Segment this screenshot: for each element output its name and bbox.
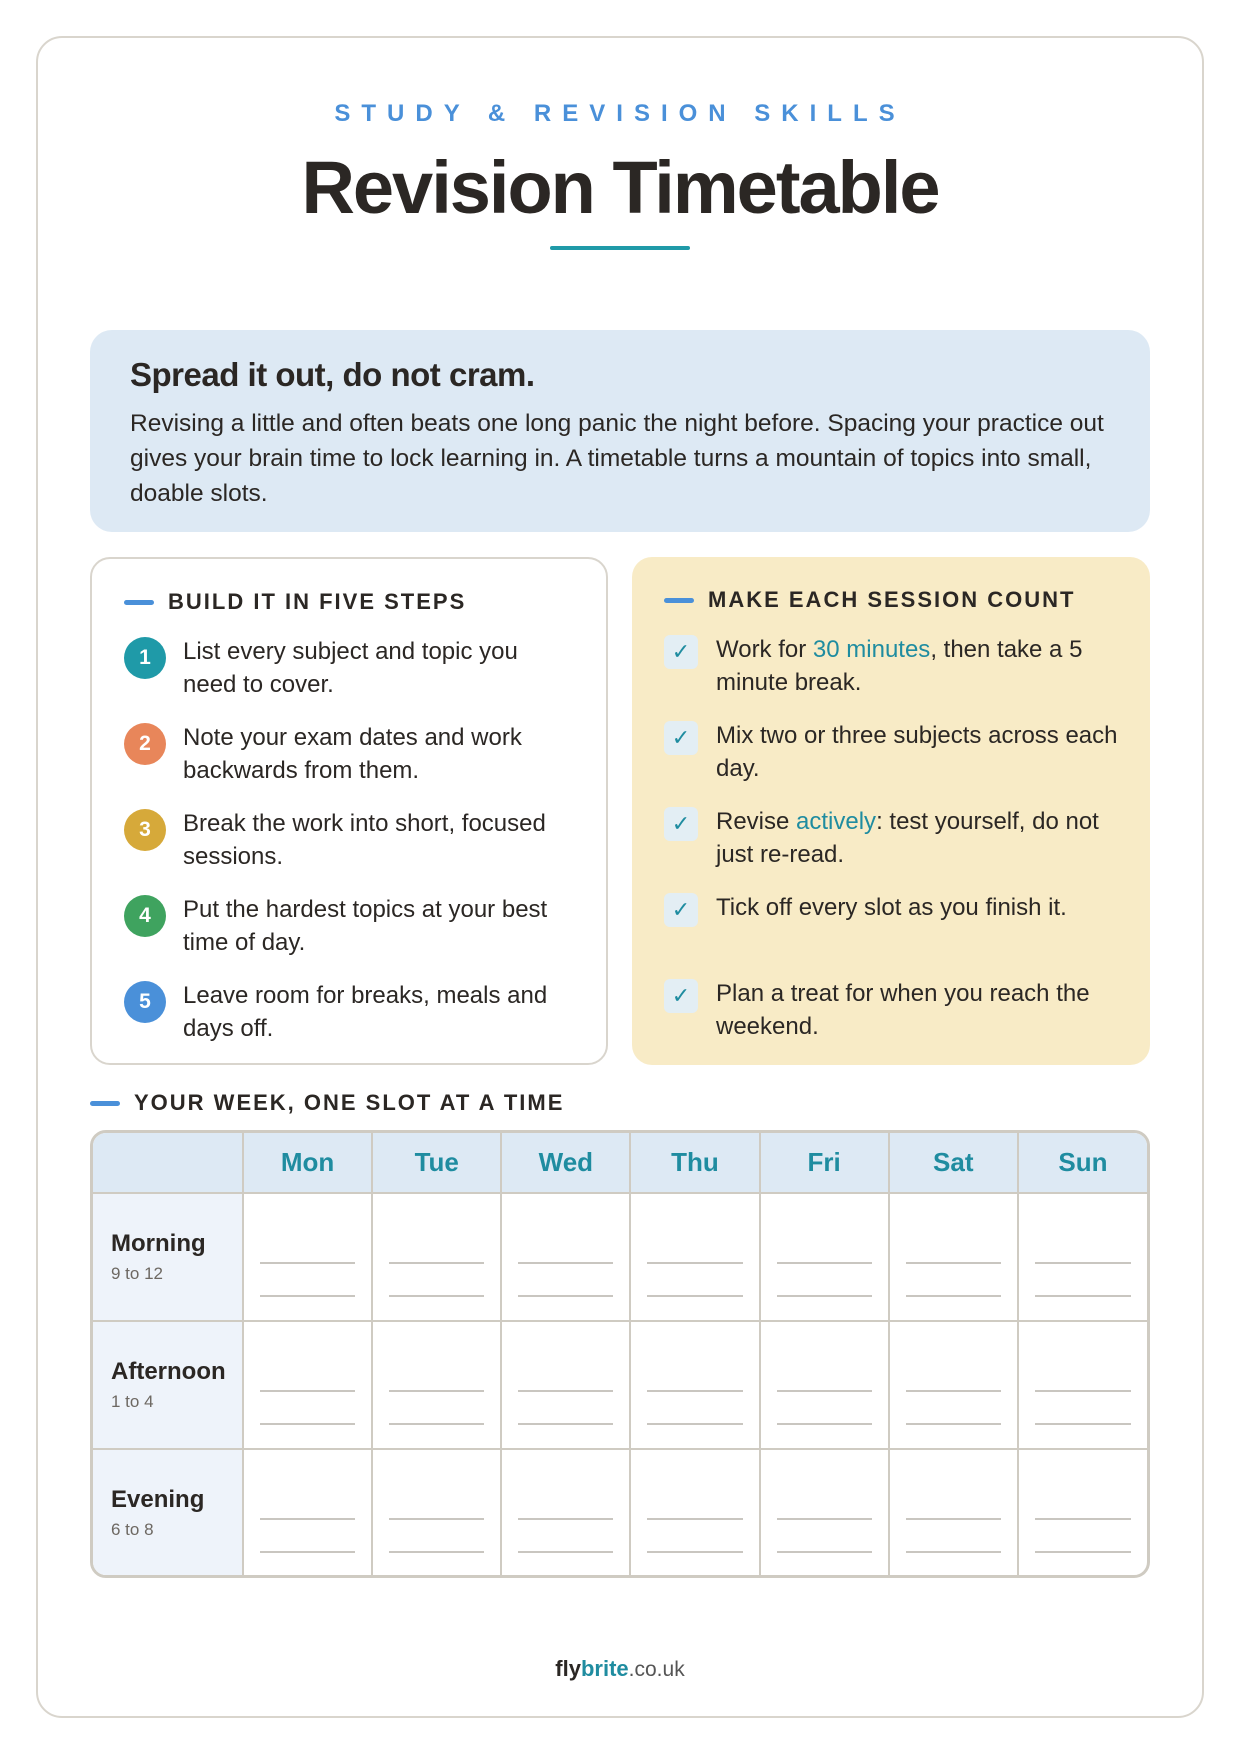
day-header-tue: Tue <box>372 1133 501 1193</box>
steps-box <box>90 557 608 1065</box>
write-line <box>1035 1262 1131 1264</box>
write-line <box>647 1295 742 1297</box>
checkmark-icon: ✓ <box>664 807 698 841</box>
timetable-cell-tue[interactable] <box>372 1321 501 1449</box>
write-line <box>389 1262 484 1264</box>
tip-item <box>664 719 1118 805</box>
step-item <box>124 893 574 979</box>
timetable-cell-sun[interactable] <box>1018 1321 1147 1449</box>
tip-item <box>664 805 1118 891</box>
write-line <box>777 1390 872 1392</box>
tip-text-part: , then take a 5 minute break. <box>716 636 1083 696</box>
step-text: List every subject and topic you need to cover. <box>183 638 518 698</box>
write-line <box>518 1390 613 1392</box>
slot-label <box>93 1449 243 1575</box>
write-line <box>647 1551 742 1553</box>
tips-heading <box>664 583 1118 617</box>
title-underline <box>550 246 690 250</box>
write-line <box>906 1423 1001 1425</box>
write-line <box>260 1551 355 1553</box>
heading-dash <box>90 1101 120 1106</box>
write-line <box>518 1518 613 1520</box>
tip-text-part: Tick off every slot as you finish it. <box>716 894 1067 921</box>
timetable-body <box>93 1193 1147 1575</box>
write-line <box>389 1423 484 1425</box>
day-header-row <box>93 1133 1147 1193</box>
write-line <box>777 1518 872 1520</box>
tip-text-part: Work for <box>716 636 813 663</box>
week-heading-label: YOUR WEEK, ONE SLOT AT A TIME <box>134 1090 565 1115</box>
tip-text-part: Mix two or three subjects across each day. <box>716 722 1118 782</box>
kicker: STUDY & REVISION SKILLS <box>334 100 906 127</box>
step-number-badge: 5 <box>124 981 166 1023</box>
timetable-cell-fri[interactable] <box>760 1321 889 1449</box>
write-line <box>777 1262 872 1264</box>
write-line <box>777 1551 872 1553</box>
day-header-fri: Fri <box>760 1133 889 1193</box>
write-line <box>647 1390 742 1392</box>
write-line <box>906 1390 1001 1392</box>
heading-dash <box>124 600 154 605</box>
tip-text-part: Revise <box>716 808 797 835</box>
step-item <box>124 635 574 721</box>
checkmark-icon: ✓ <box>664 893 698 927</box>
steps-heading <box>124 585 574 619</box>
slot-label <box>93 1193 243 1321</box>
intro-text: Revising a little and often beats one long panic the night before. Spacing your practice out gives your brain time to lock learning in. A timetable turns a mountain of topics into small, doable slots. <box>130 410 1104 507</box>
write-line <box>260 1262 355 1264</box>
write-line <box>906 1518 1001 1520</box>
write-line <box>1035 1423 1131 1425</box>
write-line <box>389 1518 484 1520</box>
write-line <box>518 1295 613 1297</box>
timetable-cell-wed[interactable] <box>501 1193 630 1321</box>
write-line <box>1035 1551 1131 1553</box>
write-line <box>389 1390 484 1392</box>
timetable-cell-thu[interactable] <box>630 1193 759 1321</box>
tip-highlight: 30 minutes <box>812 636 931 663</box>
write-line <box>1035 1390 1131 1392</box>
checkmark-icon: ✓ <box>664 979 698 1013</box>
step-number-badge: 1 <box>124 637 166 679</box>
tips-box <box>632 557 1150 1065</box>
brand-part-brite: brite <box>580 1656 629 1681</box>
tip-text <box>716 633 1118 699</box>
day-header-thu: Thu <box>630 1133 759 1193</box>
slot-row-afternoon <box>93 1321 1147 1449</box>
step-number-badge: 4 <box>124 895 166 937</box>
step-text: Leave room for breaks, meals and days off. <box>183 982 548 1042</box>
timetable-table <box>93 1133 1147 1575</box>
tip-text-part: Plan a treat for when you reach the weekend. <box>716 980 1090 1040</box>
tips-heading-label: MAKE EACH SESSION COUNT <box>708 587 1076 612</box>
slot-name: Afternoon <box>111 1358 226 1386</box>
day-header-wed: Wed <box>501 1133 630 1193</box>
timetable-cell-sat[interactable] <box>889 1449 1018 1575</box>
step-number-badge: 2 <box>124 723 166 765</box>
timetable-cell-thu[interactable] <box>630 1449 759 1575</box>
write-line <box>647 1518 742 1520</box>
tip-list <box>664 633 1118 1063</box>
tip-highlight: actively <box>796 808 877 835</box>
page-title: Revision Timetable <box>301 146 939 229</box>
write-line <box>260 1423 355 1425</box>
checkmark-icon: ✓ <box>664 721 698 755</box>
step-item <box>124 807 574 893</box>
day-header-sun: Sun <box>1018 1133 1147 1193</box>
step-list <box>124 635 574 1065</box>
tip-item <box>664 977 1118 1063</box>
timetable-cell-sun[interactable] <box>1018 1193 1147 1321</box>
tip-text <box>716 891 1067 924</box>
write-line <box>906 1551 1001 1553</box>
timetable-cell-wed[interactable] <box>501 1321 630 1449</box>
slot-time: 6 to 8 <box>111 1519 154 1539</box>
footer-brand <box>0 1656 1240 1682</box>
slot-label <box>93 1321 243 1449</box>
timetable-cell-wed[interactable] <box>501 1449 630 1575</box>
timetable-cell-thu[interactable] <box>630 1321 759 1449</box>
slot-row-evening <box>93 1449 1147 1575</box>
slot-time: 1 to 4 <box>111 1392 154 1412</box>
timetable-cell-sun[interactable] <box>1018 1449 1147 1575</box>
timetable-cell-mon[interactable] <box>243 1193 372 1321</box>
write-line <box>518 1262 613 1264</box>
write-line <box>777 1423 872 1425</box>
slot-name: Morning <box>111 1230 206 1258</box>
brand-part-fly: fly <box>555 1656 581 1681</box>
step-number-badge: 3 <box>124 809 166 851</box>
timetable-cell-tue[interactable] <box>372 1193 501 1321</box>
slot-time: 9 to 12 <box>111 1264 163 1284</box>
tip-item <box>664 633 1118 719</box>
write-line <box>906 1295 1001 1297</box>
day-header-mon: Mon <box>243 1133 372 1193</box>
write-line <box>906 1262 1001 1264</box>
tip-text <box>716 805 1118 871</box>
timetable-cell-tue[interactable] <box>372 1449 501 1575</box>
tip-text <box>716 977 1118 1043</box>
corner-cell <box>93 1133 243 1193</box>
write-line <box>1035 1518 1131 1520</box>
intro-box <box>90 330 1150 532</box>
intro-heading: Spread it out, do not cram. <box>130 356 535 393</box>
timetable-cell-mon[interactable] <box>243 1449 372 1575</box>
write-line <box>389 1295 484 1297</box>
write-line <box>777 1295 872 1297</box>
step-text: Note your exam dates and work backwards from them. <box>183 724 522 784</box>
steps-heading-label: BUILD IT IN FIVE STEPS <box>168 589 467 614</box>
timetable-cell-fri[interactable] <box>760 1193 889 1321</box>
write-line <box>518 1423 613 1425</box>
tip-text-part: : test yourself, do not just re-read. <box>716 808 1099 868</box>
write-line <box>647 1423 742 1425</box>
write-line <box>647 1262 742 1264</box>
timetable-cell-mon[interactable] <box>243 1321 372 1449</box>
timetable-cell-sat[interactable] <box>889 1193 1018 1321</box>
checkmark-icon: ✓ <box>664 635 698 669</box>
timetable-cell-sat[interactable] <box>889 1321 1018 1449</box>
step-item <box>124 721 574 807</box>
slot-row-morning <box>93 1193 1147 1321</box>
step-text: Put the hardest topics at your best time of day. <box>183 896 548 956</box>
brand-domain: .co.uk <box>628 1658 685 1681</box>
week-heading <box>90 1086 564 1120</box>
write-line <box>1035 1295 1131 1297</box>
slot-name: Evening <box>111 1485 205 1513</box>
day-header-sat: Sat <box>889 1133 1018 1193</box>
write-line <box>389 1551 484 1553</box>
tip-text <box>716 719 1118 785</box>
timetable-grid <box>90 1130 1150 1578</box>
write-line <box>260 1295 355 1297</box>
step-item <box>124 979 574 1065</box>
tip-item <box>664 891 1118 977</box>
write-line <box>518 1551 613 1553</box>
write-line <box>260 1390 355 1392</box>
write-line <box>260 1518 355 1520</box>
step-text: Break the work into short, focused sessions. <box>183 810 546 870</box>
heading-dash <box>664 598 694 603</box>
timetable-cell-fri[interactable] <box>760 1449 889 1575</box>
